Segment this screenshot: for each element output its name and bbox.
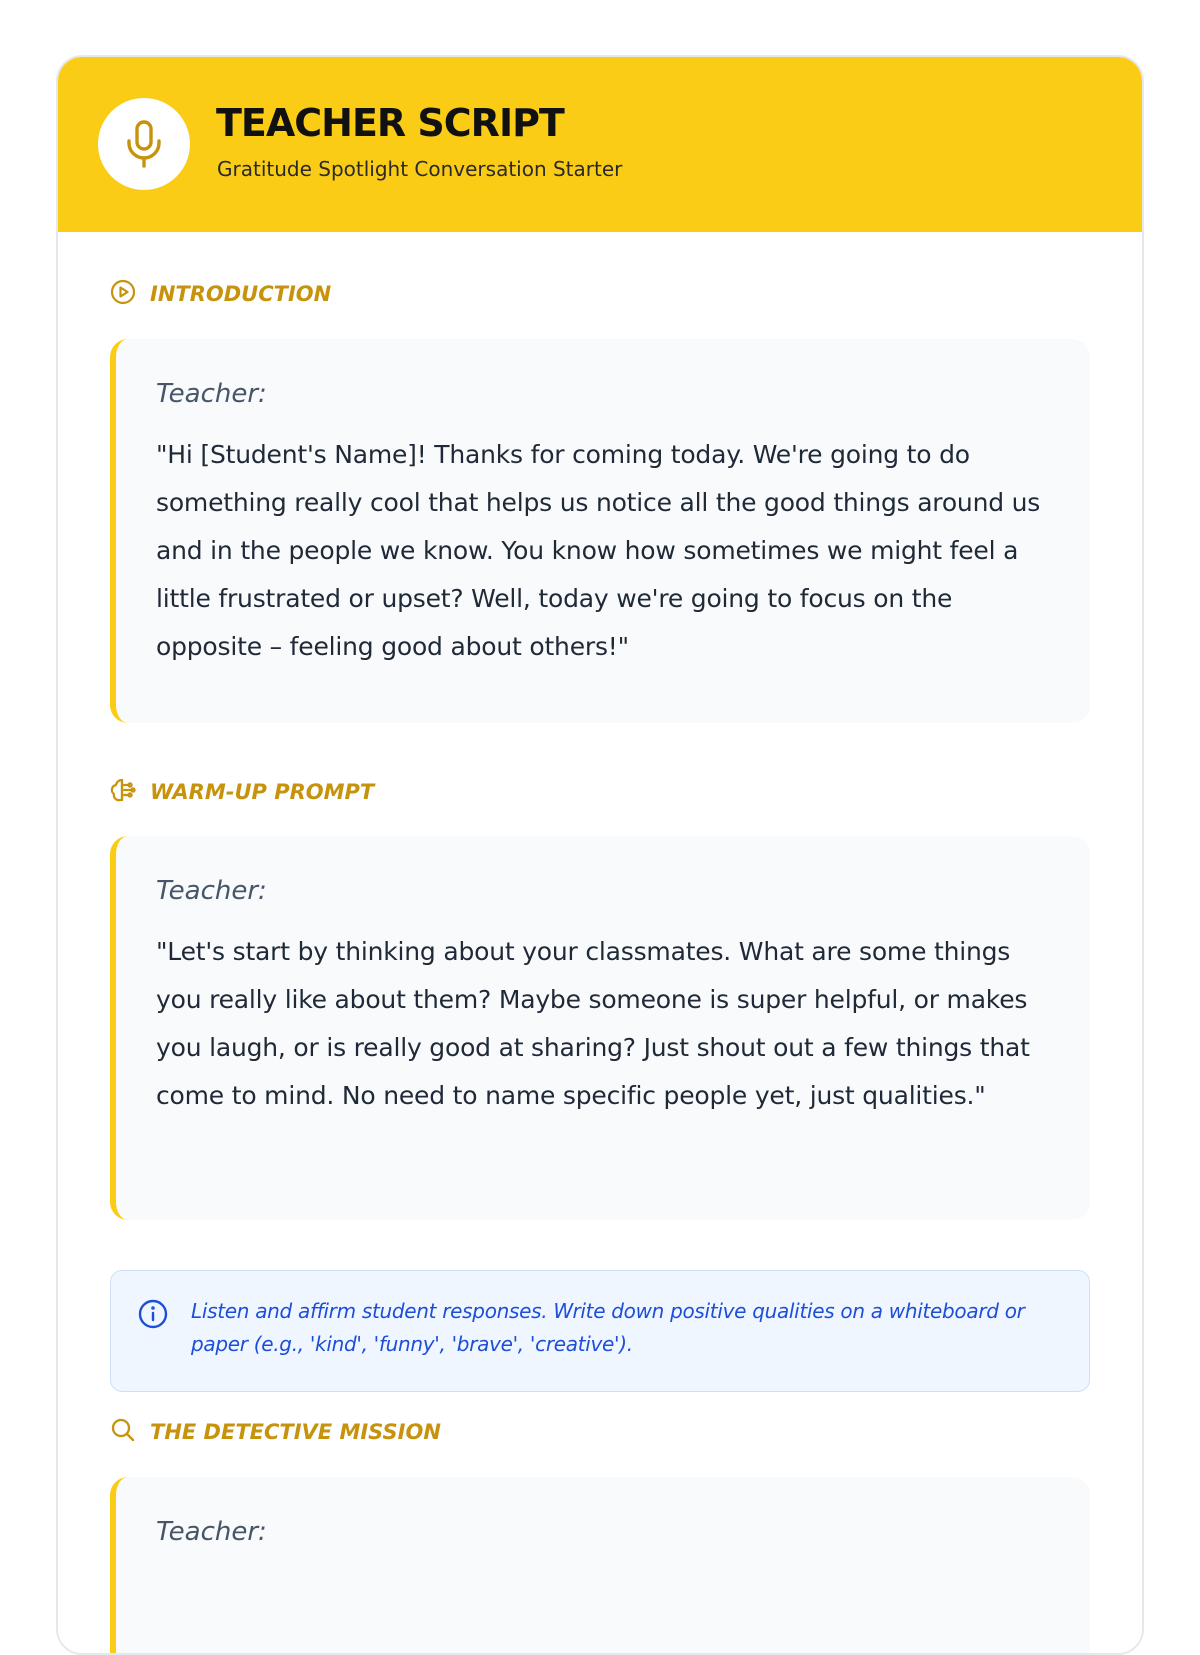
search-icon [110,1417,136,1447]
page-title: TEACHER SCRIPT [216,101,564,145]
speech-text: "Let's start by thinking about your classmates. What are some things you really like about them? Maybe someone is super helpful, or makes you laugh, or is really good at sharing? Just shout out a few things that come to mind. No need to name specific people yet, just qualities." [156,937,1030,1110]
brain-icon [110,777,136,807]
script-box-detective-mission [110,1477,1090,1655]
speech-text: "Hi [Student's Name]! Thanks for coming today. We're going to do something really cool that helps us notice all the good things around us and in the people we know. You know how sometimes we might feel a little frustrated or upset? Well, today we're going to focus on the opposite – feeling good about others!" [156,440,1041,661]
script-box-introduction [110,339,1090,723]
teacher-note [110,1270,1090,1392]
note-text: Listen and affirm student responses. Write down positive qualities on a whiteboard or paper (e.g., 'kind', 'funny', 'brave', 'creative'). [191,1299,1025,1356]
section-label: THE DETECTIVE MISSION [150,1420,441,1444]
speaker-label: Teacher: [156,1517,267,1547]
script-card [56,55,1144,1655]
microphone-icon [98,98,190,190]
section-heading-introduction [110,279,331,309]
script-header [58,57,1142,232]
section-label: WARM-UP PROMPT [150,780,375,804]
speaker-label: Teacher: [156,876,267,906]
script-box-warm-up [110,836,1090,1220]
section-label: INTRODUCTION [150,282,332,306]
section-heading-detective-mission [110,1417,441,1447]
section-heading-warm-up [110,777,374,807]
info-icon [138,1299,168,1333]
page-subtitle: Gratitude Spotlight Conversation Starter [217,157,623,181]
speaker-label: Teacher: [156,379,267,409]
play-circle-icon [110,279,136,309]
